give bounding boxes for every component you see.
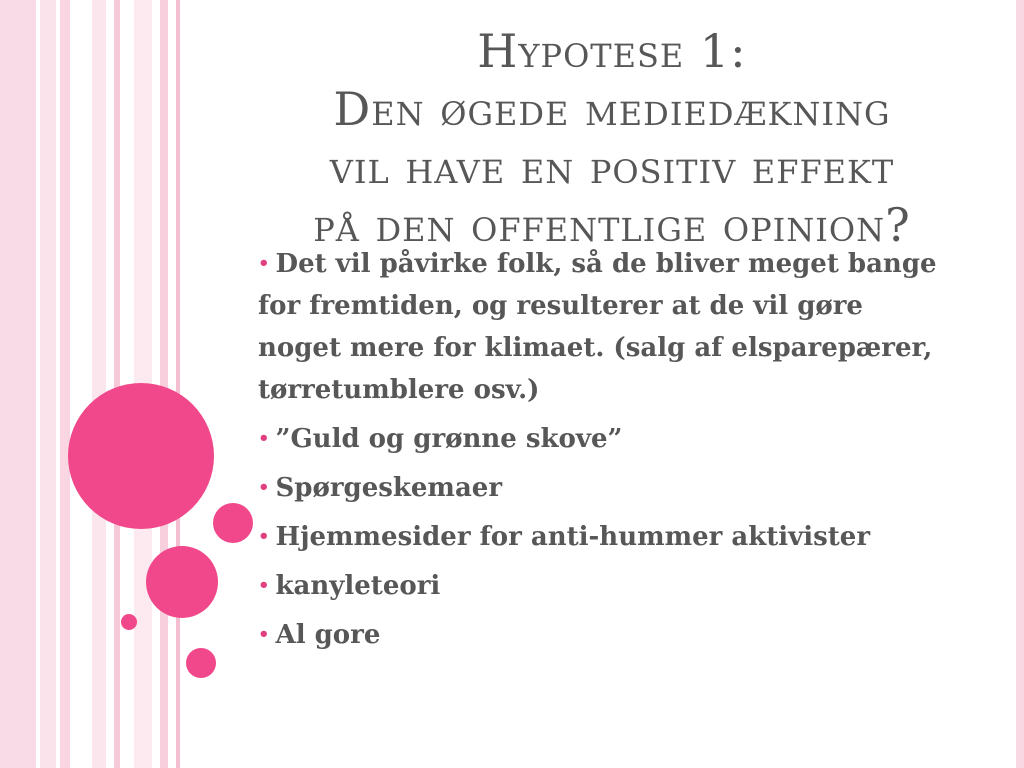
decorative-stripe [160, 0, 168, 768]
bullet-text: ”Guld og grønne skove” [275, 424, 623, 454]
title-line: vil have en positiv effekt [329, 140, 895, 194]
bullet-item [258, 565, 948, 607]
bullet-icon: • [258, 624, 270, 645]
bullet-item [258, 614, 948, 656]
decorative-circle-small [213, 503, 253, 543]
bullet-icon: • [258, 575, 270, 596]
bullet-text: Spørgeskemaer [275, 473, 503, 503]
bullet-icon: • [258, 428, 270, 449]
bullet-item [258, 243, 948, 411]
decorative-stripe [92, 0, 106, 768]
bullet-text: Hjemmesider for anti-hummer aktivister [275, 522, 871, 552]
decorative-circle-medium [146, 546, 218, 618]
title-line: Den øgede mediedækning [333, 82, 891, 136]
decorative-stripe [0, 0, 36, 768]
bullet-icon: • [258, 477, 270, 498]
decorative-stripe [176, 0, 180, 768]
slide-title [232, 22, 992, 254]
bullet-text: Det vil påvirke folk, så de bliver meget bange for fremtiden, og resulterer at de vil gøre noget mere for klimaet. (salg af elsparepærer, tørretumblere osv.) [258, 249, 937, 405]
title-line: på den offentlige opinion? [313, 198, 911, 252]
bullet-icon: • [258, 253, 270, 274]
bullet-item [258, 418, 948, 460]
bullet-item [258, 516, 948, 558]
decorative-stripe [60, 0, 70, 768]
decorative-circle-large [68, 383, 214, 529]
decorative-stripe [40, 0, 56, 768]
title-line: Hypotese 1: [477, 24, 747, 78]
bullet-list [258, 243, 948, 663]
decorative-circle-tiny [121, 614, 137, 630]
decorative-circle-small [186, 648, 216, 678]
bullet-icon: • [258, 526, 270, 547]
decorative-right-border [1016, 0, 1024, 768]
bullet-text: kanyleteori [275, 571, 441, 601]
bullet-text: Al gore [275, 620, 381, 650]
decorative-stripe [114, 0, 120, 768]
bullet-item [258, 467, 948, 509]
